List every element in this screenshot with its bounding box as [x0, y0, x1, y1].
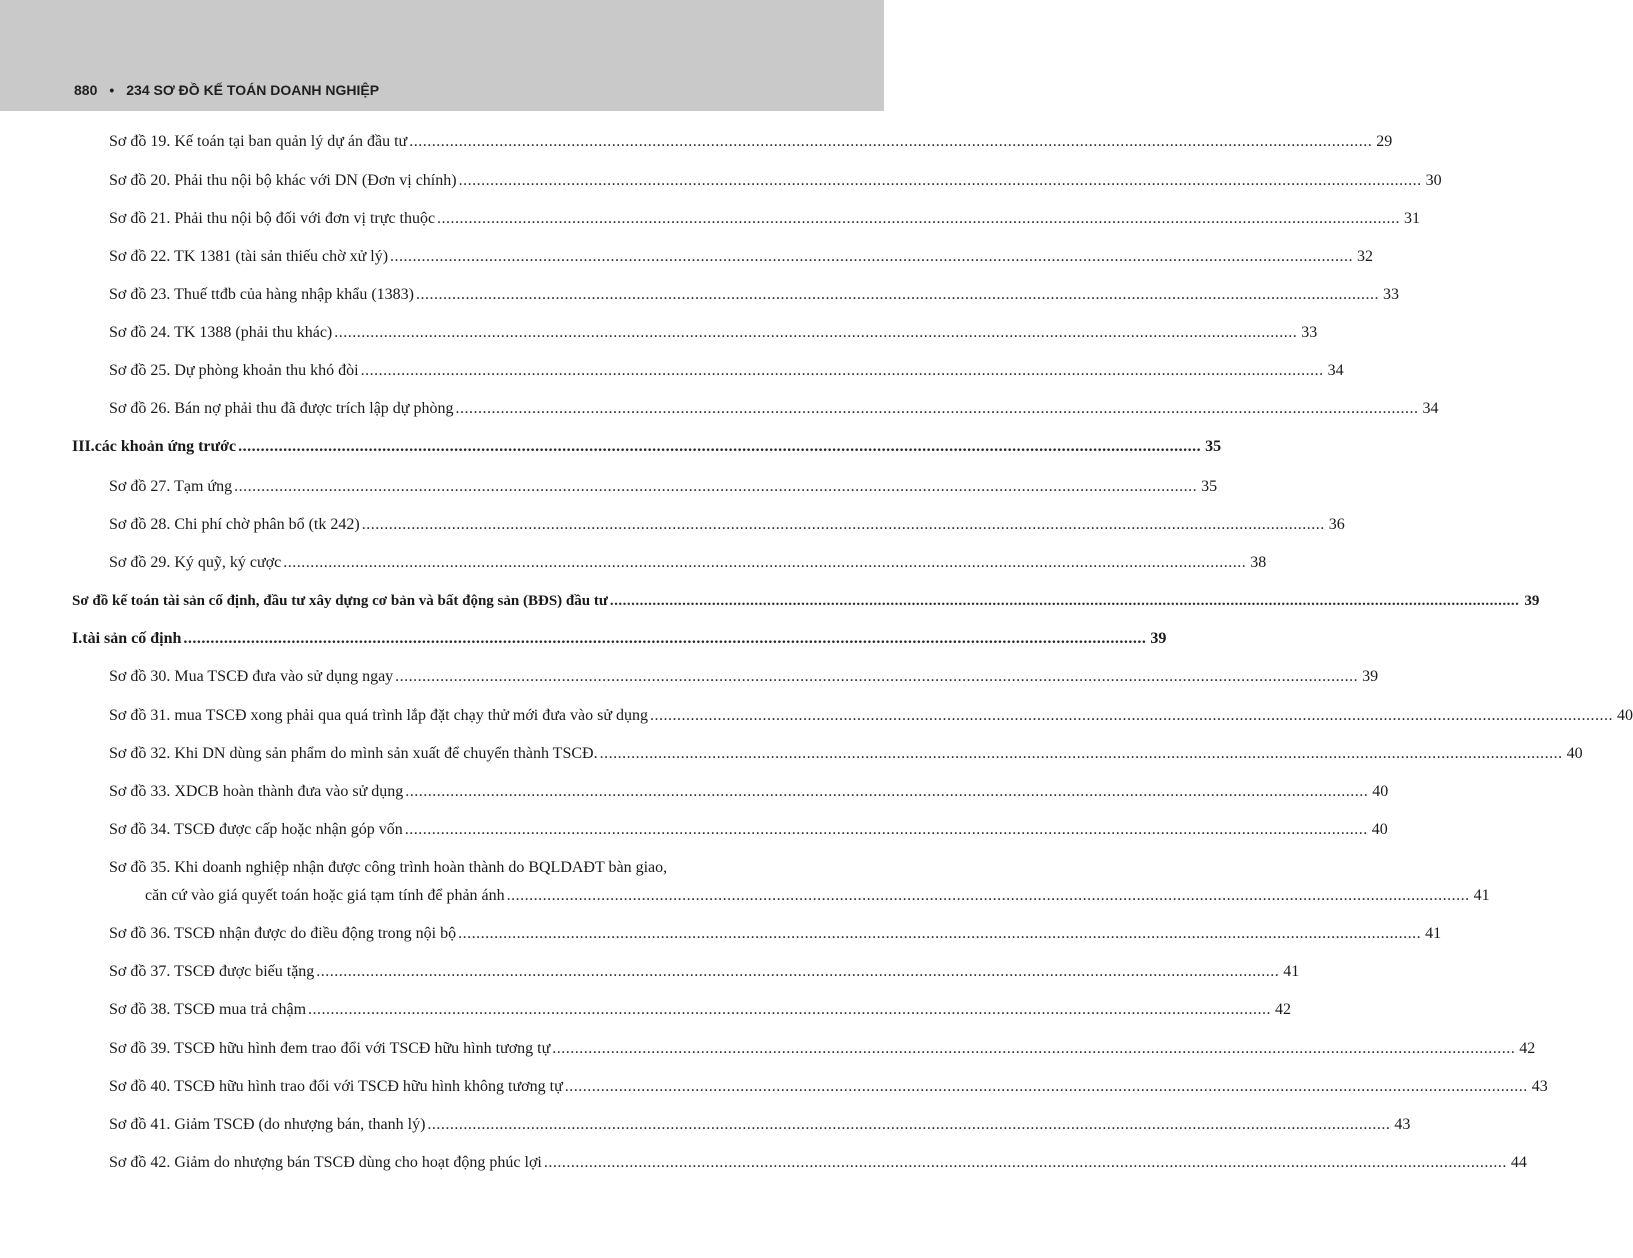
toc-entry-page: 43 — [1394, 1116, 1411, 1133]
toc-entry — [109, 515, 1345, 535]
toc-entry-page: 43 — [1531, 1078, 1548, 1095]
toc-entry-label: Sơ đồ 19. Kế toán tại ban quản lý dự án đầu tư — [109, 133, 408, 150]
toc-entry-label: Sơ đồ 31. mua TSCĐ xong phải qua quá trình lắp đặt chạy thử mới đưa vào sử dụng — [109, 707, 649, 724]
toc-entry-page: 41 — [1283, 963, 1300, 980]
toc-entry-page: 40 — [1566, 745, 1583, 762]
toc-entry-label: Sơ đồ 33. XDCB hoàn thành đưa vào sử dụng — [109, 783, 404, 800]
toc-entry — [109, 209, 1421, 229]
dot-leader: ...................................................................................................................................................................................................................... — [599, 745, 1563, 762]
toc-entry — [109, 1000, 1292, 1020]
toc-entry-page: 32 — [1357, 248, 1374, 265]
toc-entry-label: Sơ đồ 42. Giảm do nhượng bán TSCĐ dùng cho hoạt động phúc lợi — [109, 1154, 542, 1171]
toc-entry-label: tài sản cố định — [82, 630, 182, 647]
toc-entry — [109, 553, 1267, 573]
dot-leader: ...................................................................................................................................................................................................................... — [437, 210, 1401, 227]
dot-leader: ...................................................................................................................................................................................................................... — [361, 516, 1325, 533]
toc-entry-page: 33 — [1301, 324, 1318, 341]
toc-entry — [109, 924, 1442, 944]
toc-entry-label: Sơ đồ 40. TSCĐ hữu hình trao đổi với TSCĐ hữu hình không tương tự — [109, 1078, 563, 1095]
toc-entry — [109, 667, 1379, 687]
toc-entry — [109, 285, 1399, 305]
toc-entry-label: Sơ đồ 26. Bán nợ phải thu đã được trích lập dự phòng — [109, 400, 454, 417]
toc-entry-label: Sơ đồ kế toán tài sản cố định, đầu tư xây dựng cơ bản và bất động sản (BĐS) đầu tư — [72, 593, 608, 609]
toc-entry-label: Sơ đồ 22. TK 1381 (tài sản thiếu chờ xử lý) — [109, 248, 389, 265]
toc-entry-page: 42 — [1275, 1001, 1292, 1018]
toc-entry-page: 39 — [1362, 668, 1379, 685]
toc-entry-label: Sơ đồ 29. Ký quỹ, ký cược — [109, 554, 282, 571]
toc-entry-page: 40 — [1371, 821, 1388, 838]
dot-leader: ...................................................................................................................................................................................................................... — [334, 324, 1298, 341]
toc-entry-page: 40 — [1617, 707, 1633, 724]
toc-entry-label: Sơ đồ 38. TSCĐ mua trả chậm — [109, 1001, 307, 1018]
toc-entry-page: 30 — [1425, 172, 1442, 189]
dot-leader: ...................................................................................................................................................................................................................... — [405, 783, 1369, 800]
dot-leader: ...................................................................................................................................................................................................................... — [183, 630, 1147, 647]
dot-leader: ...................................................................................................................................................................................................................... — [360, 362, 1324, 379]
toc-entry-page: 39 — [1524, 593, 1540, 609]
dot-leader: ...................................................................................................................................................................................................................... — [395, 668, 1359, 685]
dot-leader: ...................................................................................................................................................................................................................... — [543, 1154, 1507, 1171]
toc-section-heading — [72, 629, 1167, 649]
toc-entry-label: các khoản ứng trước — [94, 438, 237, 455]
toc-entry — [109, 782, 1389, 802]
dot-leader: ...................................................................................................................................................................................................................... — [455, 400, 1419, 417]
toc-entry-page: 29 — [1376, 133, 1393, 150]
toc-entry-label: Sơ đồ 25. Dự phòng khoản thu khó đòi — [109, 362, 359, 379]
toc-entry-label: Sơ đồ 36. TSCĐ nhận được do điều động trong nội bộ — [109, 925, 457, 942]
toc-entry — [109, 247, 1374, 267]
dot-leader: ...................................................................................................................................................................................................................... — [650, 707, 1614, 724]
toc-entry-page: 34 — [1422, 400, 1439, 417]
dot-leader: ...................................................................................................................................................................................................................... — [416, 286, 1379, 303]
toc-entry-label: Sơ đồ 34. TSCĐ được cấp hoặc nhận góp vốn — [109, 821, 403, 838]
toc-entry-label: Sơ đồ 30. Mua TSCĐ đưa vào sử dụng ngay — [109, 668, 394, 685]
toc-entry-label: Sơ đồ 27. Tạm ứng — [109, 478, 233, 495]
header-separator: • — [109, 82, 115, 98]
toc-entry-label: Sơ đồ 23. Thuế ttđb của hàng nhập khẩu (1383) — [109, 286, 414, 303]
dot-leader: ...................................................................................................................................................................................................................... — [283, 554, 1247, 571]
toc-entry — [109, 706, 1633, 726]
toc-entry-label: Sơ đồ 41. Giảm TSCĐ (do nhượng bán, thanh lý) — [109, 1116, 426, 1133]
dot-leader: ...................................................................................................................................................................................................................... — [564, 1078, 1528, 1095]
toc-section-heading — [72, 437, 1222, 457]
toc-entry-label: Sơ đồ 39. TSCĐ hữu hình đem trao đổi với TSCĐ hữu hình tương tự — [109, 1040, 551, 1057]
toc-entry — [109, 132, 1393, 152]
toc-chapter-heading — [72, 591, 1540, 611]
section-numeral: I. — [72, 630, 83, 647]
toc-entry — [109, 399, 1439, 419]
toc-entry — [109, 744, 1583, 764]
toc-entry-page: 33 — [1383, 286, 1399, 303]
toc-entry-label: Sơ đồ 20. Phải thu nội bộ khác với DN (Đơn vị chính) — [109, 172, 457, 189]
toc-entry-page: 35 — [1201, 478, 1218, 495]
page-number: 880 — [74, 82, 98, 98]
running-header — [74, 82, 379, 98]
toc-entry-label: Sơ đồ 37. TSCĐ được biếu tặng — [109, 963, 315, 980]
dot-leader: ...................................................................................................................................................................................................................... — [427, 1116, 1391, 1133]
dot-leader: ...................................................................................................................................................................................................................... — [404, 821, 1368, 838]
toc-entry — [109, 1115, 1411, 1135]
dot-leader: ...................................................................................................................................................................................................................... — [238, 438, 1202, 455]
toc-entry — [109, 820, 1388, 840]
toc-entry-page: 41 — [1473, 887, 1490, 904]
toc-entry-label-continued: căn cứ vào giá quyết toán hoặc giá tạm tính để phản ánh — [145, 887, 505, 904]
section-numeral: III. — [72, 438, 95, 455]
dot-leader: ...................................................................................................................................................................................................................... — [308, 1001, 1272, 1018]
toc-entry-page: 42 — [1519, 1040, 1536, 1057]
dot-leader: ...................................................................................................................................................................................................................... — [458, 172, 1422, 189]
toc-entry-page: 35 — [1205, 438, 1222, 455]
toc-entry-page: 36 — [1328, 516, 1345, 533]
dot-leader: ...................................................................................................................................................................................................................... — [506, 887, 1470, 904]
toc-entry — [109, 1153, 1527, 1173]
toc-entry — [109, 477, 1218, 497]
toc-entry-label: Sơ đồ 32. Khi DN dùng sản phẩm do mình sản xuất để chuyển thành TSCĐ. — [109, 745, 598, 762]
toc-entry-first-line: Sơ đồ 35. Khi doanh nghiệp nhận được công trình hoàn thành do BQLDAĐT bàn giao, — [109, 859, 668, 876]
toc-entry-page: 38 — [1250, 554, 1267, 571]
dot-leader: ...................................................................................................................................................................................................................... — [458, 925, 1422, 942]
toc-entry-page: 41 — [1425, 925, 1442, 942]
toc-entry — [145, 886, 1490, 906]
dot-leader: ...................................................................................................................................................................................................................... — [390, 248, 1354, 265]
toc-entry — [109, 171, 1442, 191]
toc-entry — [109, 361, 1344, 381]
dot-leader: ...................................................................................................................................................................................................................... — [234, 478, 1198, 495]
dot-leader: ...................................................................................................................................................................................................................... — [552, 1040, 1516, 1057]
toc-entry — [109, 1077, 1548, 1097]
toc-entry-page: 31 — [1404, 210, 1421, 227]
toc-entry — [109, 323, 1318, 343]
toc-entry-page: 40 — [1372, 783, 1389, 800]
toc-entry-label: Sơ đồ 21. Phải thu nội bộ đối với đơn vị trực thuộc — [109, 210, 436, 227]
book-title: 234 SƠ ĐỒ KẾ TOÁN DOANH NGHIỆP — [126, 82, 380, 98]
toc-entry-page: 34 — [1327, 362, 1344, 379]
dot-leader: ...................................................................................................................................................................................................................... — [609, 593, 1520, 609]
toc-entry — [109, 962, 1300, 982]
toc-entry-label: Sơ đồ 28. Chi phí chờ phân bổ (tk 242) — [109, 516, 360, 533]
toc-entry-page: 39 — [1150, 630, 1167, 647]
dot-leader: ...................................................................................................................................................................................................................... — [316, 963, 1280, 980]
toc-entry — [109, 1039, 1536, 1059]
dot-leader: ...................................................................................................................................................................................................................... — [409, 133, 1373, 150]
toc-entry-label: Sơ đồ 24. TK 1388 (phải thu khác) — [109, 324, 333, 341]
toc-entry-page: 44 — [1510, 1154, 1527, 1171]
